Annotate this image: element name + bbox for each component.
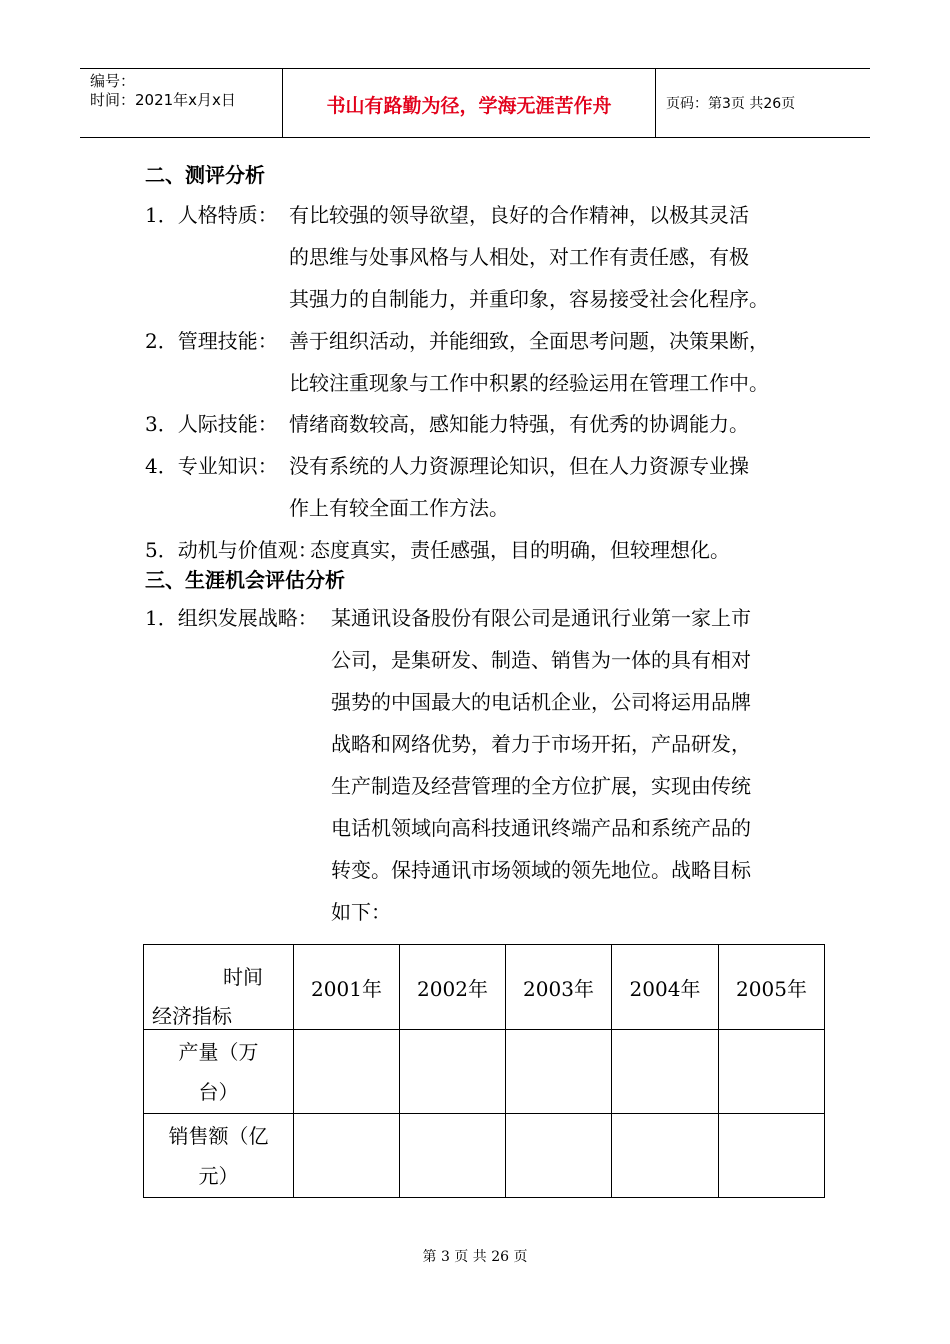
- page-code: 页码：第3页 共26页: [666, 96, 796, 112]
- page-footer: 第 3 页 共 26 页: [422, 1249, 528, 1265]
- strategy-target-table: [143, 944, 825, 1198]
- year-header: 2002年: [400, 945, 506, 1030]
- item-line: 作上有较全面工作方法。: [289, 496, 509, 520]
- header-meta: [80, 69, 282, 137]
- corner-indicator-label: 经济指标: [152, 1004, 232, 1028]
- item-line: 没有系统的人力资源理论知识，但在人力资源专业操: [289, 454, 749, 478]
- page-header: [80, 68, 870, 138]
- table-cell: [400, 1114, 506, 1198]
- table-corner-cell: [144, 945, 294, 1030]
- strategy-line: 战略和网络优势，着力于市场开拓，产品研发，: [331, 732, 751, 756]
- item-label-strategy: 1．组织发展战略：: [145, 606, 318, 630]
- item-label-management: 2．管理技能：: [145, 329, 278, 353]
- row-label-line: 元）: [198, 1163, 239, 1188]
- strategy-line: 强势的中国最大的电话机企业，公司将运用品牌: [331, 690, 751, 714]
- year-header: 2001年: [294, 945, 400, 1030]
- number-label: 编号：: [90, 72, 136, 90]
- row-label-line: 销售额（亿: [168, 1123, 269, 1148]
- header-page-cell: [656, 69, 870, 137]
- table-cell: [294, 1030, 400, 1114]
- table-header-row: [144, 945, 825, 1030]
- table-cell: [612, 1030, 719, 1114]
- item-line: 比较注重现象与工作中积累的经验运用在管理工作中。: [289, 371, 769, 395]
- table-cell: [612, 1114, 719, 1198]
- year-header: 2004年: [612, 945, 719, 1030]
- strategy-line: 公司，是集研发、制造、销售为一体的具有相对: [331, 648, 751, 672]
- year-header: 2005年: [719, 945, 825, 1030]
- table-cell: [506, 1114, 612, 1198]
- table-cell: [294, 1114, 400, 1198]
- item-label-interpersonal: 3．人际技能：: [145, 412, 278, 436]
- row-label-sales: [144, 1114, 294, 1198]
- table-row: [144, 1114, 825, 1198]
- strategy-line: 如下：: [331, 900, 391, 924]
- strategy-line: 某通讯设备股份有限公司是通讯行业第一家上市: [331, 606, 751, 630]
- table-row: [144, 1030, 825, 1114]
- item-label-personality: 1．人格特质：: [145, 203, 278, 227]
- item-label-professional: 4．专业知识：: [145, 454, 278, 478]
- header-motto-cell: [282, 69, 656, 137]
- item-line: 的思维与处事风格与人相处，对工作有责任感，有极: [289, 245, 749, 269]
- table-cell: [400, 1030, 506, 1114]
- row-label-line: 台）: [198, 1079, 239, 1104]
- strategy-line: 电话机领域向高科技通讯终端产品和系统产品的: [331, 816, 751, 840]
- item-line: 情绪商数较高，感知能力特强，有优秀的协调能力。: [289, 412, 749, 436]
- time-label: 时间：2021年x月x日: [90, 91, 236, 109]
- strategy-line: 生产制造及经营管理的全方位扩展，实现由传统: [331, 774, 751, 798]
- item-label-motivation: 5．动机与价值观：: [145, 538, 318, 562]
- table-cell: [719, 1114, 825, 1198]
- item-line: 有比较强的领导欲望，良好的合作精神，以极其灵活: [289, 203, 749, 227]
- corner-time-label: 时间: [223, 965, 263, 989]
- row-label-line: 产量（万: [178, 1039, 259, 1064]
- year-header: 2003年: [506, 945, 612, 1030]
- item-line: 其强力的自制能力，并重印象，容易接受社会化程序。: [289, 287, 769, 311]
- motto: 书山有路勤为径，学海无涯苦作舟: [326, 95, 612, 117]
- strategy-line: 转变。保持通讯市场领域的领先地位。战略目标: [331, 858, 751, 882]
- table-cell: [506, 1030, 612, 1114]
- item-line: 善于组织活动，并能细致，全面思考问题，决策果断，: [289, 329, 769, 353]
- section-title-career: 三、生涯机会评估分析: [145, 568, 345, 592]
- item-line: 态度真实，责任感强，目的明确，但较理想化。: [310, 538, 730, 562]
- row-label-output: [144, 1030, 294, 1114]
- table-cell: [719, 1030, 825, 1114]
- section-title-evaluation: 二、测评分析: [145, 163, 265, 187]
